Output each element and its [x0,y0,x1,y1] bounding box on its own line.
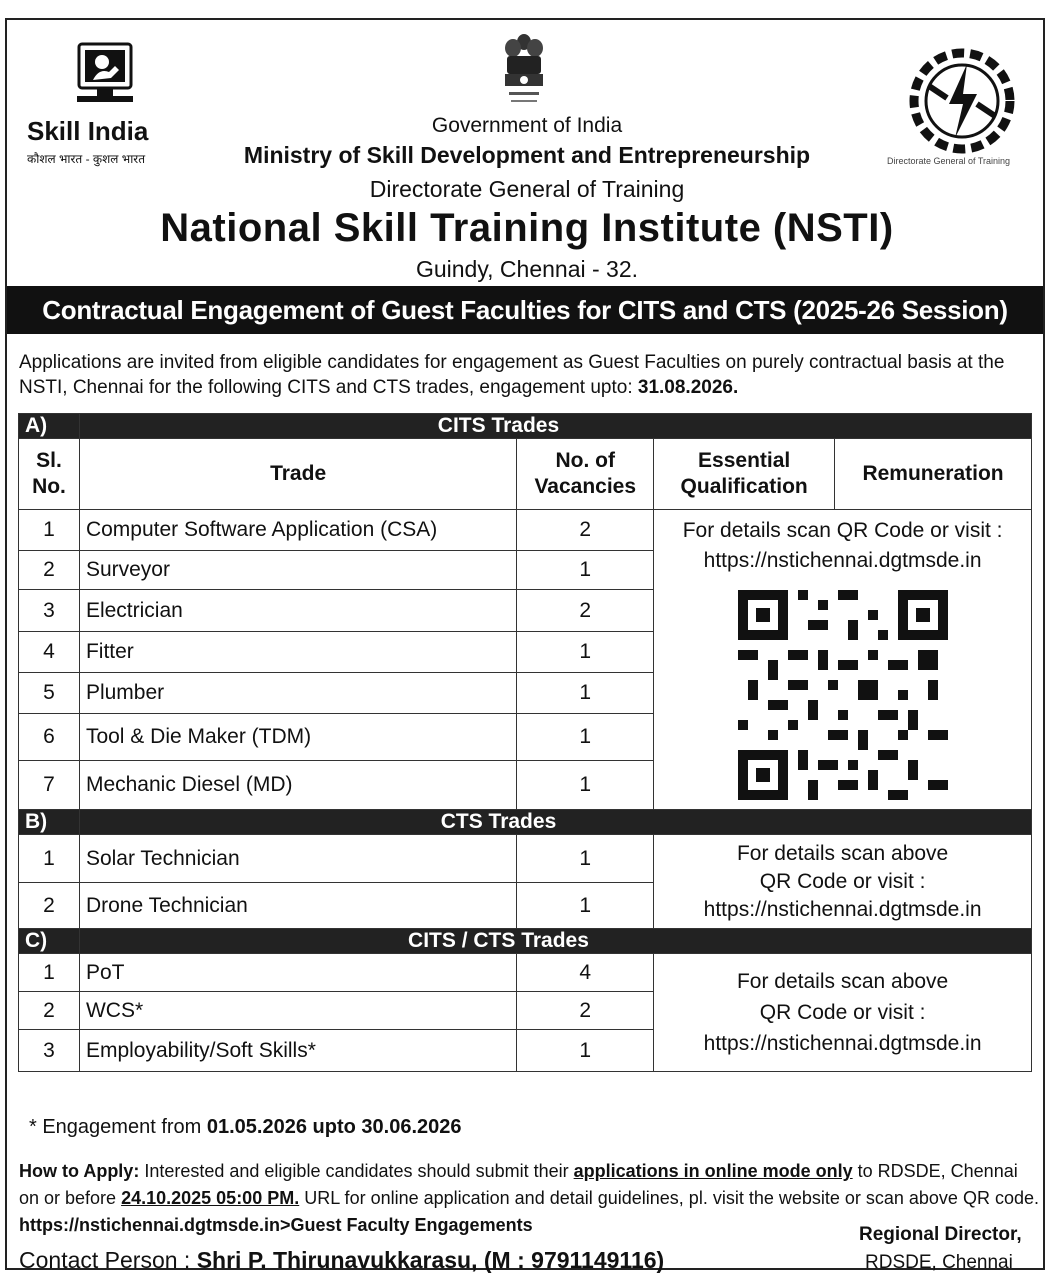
row-trade: Plumber [79,673,516,714]
row-sl: 2 [19,883,80,929]
row-trade: PoT [79,954,516,992]
row-sl: 7 [19,760,80,809]
signatory-office: RDSDE, Chennai [865,1252,1013,1273]
dgt-logo-icon [907,46,1017,156]
row-vacancies: 1 [517,1030,654,1072]
cts-details-cell [654,835,1032,929]
row-vacancies: 1 [517,550,654,589]
ministry-title: Ministry of Skill Development and Entrepreneurship [243,142,811,168]
table-row [19,954,1032,992]
details-text-1: For details scan above [736,841,949,865]
column-header-vacancies: No. of Vacancies [517,439,654,510]
row-trade: Computer Software Application (CSA) [79,510,516,551]
how-to-apply-text-1: Interested and eligible candidates should submit their [139,1161,574,1181]
section-label: A) [19,414,80,439]
notice-banner: Contractual Engagement of Guest Faculties for CITS and CTS (2025-26 Session) [7,286,1043,334]
row-vacancies: 2 [517,589,654,632]
details-text-2: QR Code or visit : [759,869,926,893]
government-title: Government of India [431,114,623,137]
how-to-apply-label: How to Apply: [19,1161,140,1181]
row-vacancies: 2 [517,992,654,1030]
row-vacancies: 4 [517,954,654,992]
row-trade: Drone Technician [79,883,516,929]
column-header-qualification: Essential Qualification [654,439,835,510]
row-sl: 1 [19,954,80,992]
section-header-c [19,929,1032,954]
row-trade: Solar Technician [79,835,516,883]
row-sl: 2 [19,992,80,1030]
directorate-title: Directorate General of Training [369,176,685,202]
engagement-footnote [29,1116,462,1139]
table-row [19,510,1032,551]
footnote-dates: 01.05.2026 upto 30.06.2026 [206,1116,462,1138]
table-header-row [19,439,1032,510]
how-to-apply-text-3: URL for online application and detail guidelines, pl. visit the website or scan above QR code. [299,1188,1039,1208]
row-trade: Tool & Die Maker (TDM) [79,714,516,761]
table-row [19,835,1032,883]
column-header-trade: Trade [79,439,516,510]
skill-india-name: Skill India [27,116,149,146]
row-sl: 3 [19,1030,80,1072]
contact-label: Contact Person : [19,1247,191,1273]
application-deadline: 24.10.2025 05:00 PM. [121,1188,300,1208]
row-trade: Fitter [79,632,516,673]
qr-code-icon [738,590,948,800]
application-url-link[interactable]: https://nstichennai.dgtmsde.in>Guest Faculty Engagements [19,1215,533,1235]
row-vacancies: 1 [517,632,654,673]
row-vacancies: 1 [517,714,654,761]
row-vacancies: 1 [517,883,654,929]
online-mode-note: applications in online mode only [573,1161,853,1181]
section-label: B) [19,810,80,835]
contact-person [19,1247,664,1274]
row-vacancies: 2 [517,510,654,551]
intro-paragraph [19,350,1035,400]
column-header-remuneration: Remuneration [835,439,1032,510]
footnote-prefix: * Engagement from [29,1116,207,1138]
details-url: https://nstichennai.dgtmsde.in [703,1032,982,1055]
details-url: https://nstichennai.dgtmsde.in [703,549,982,572]
advertisement-frame [5,18,1045,1273]
contact-value: Shri P. Thirunavukkarasu, (M : 9791149116) [196,1247,665,1273]
row-vacancies: 1 [517,835,654,883]
row-sl: 1 [19,835,80,883]
row-sl: 5 [19,673,80,714]
section-title: CTS Trades [79,810,1031,835]
row-vacancies: 1 [517,760,654,809]
national-emblem-icon [501,30,547,112]
dgt-logo-caption: Directorate General of Training [887,156,1011,166]
row-sl: 4 [19,632,80,673]
section-title: CITS Trades [79,414,1031,439]
institute-location: Guindy, Chennai - 32. [415,256,639,282]
skill-india-logo-icon [69,42,141,110]
section-header-a [19,414,1032,439]
details-text: For details scan QR Code or visit : [682,519,1003,542]
engagement-end-date: 31.08.2026. [637,377,739,398]
skill-india-tagline: कौशल भारत - कुशल भारत [27,152,146,166]
row-sl: 1 [19,510,80,551]
cits-cts-details-cell [654,954,1032,1072]
vacancy-table [18,413,1032,1072]
row-sl: 3 [19,589,80,632]
row-trade: Electrician [79,589,516,632]
details-text-2: QR Code or visit : [759,1001,926,1024]
row-trade: Mechanic Diesel (MD) [79,760,516,809]
column-header-sl: Sl. No. [19,439,80,510]
row-sl: 2 [19,550,80,589]
row-trade: Surveyor [79,550,516,589]
section-label: C) [19,929,80,954]
row-trade: WCS* [79,992,516,1030]
details-url: https://nstichennai.dgtmsde.in [703,897,982,921]
institute-title: National Skill Training Institute (NSTI) [160,206,894,250]
section-title: CITS / CTS Trades [79,929,1031,954]
how-to-apply-text-2: to RDSDE, Chennai on or before [19,1161,1018,1208]
section-header-b [19,810,1032,835]
signatory-title: Regional Director, [859,1224,1022,1245]
row-sl: 6 [19,714,80,761]
row-vacancies: 1 [517,673,654,714]
details-text-1: For details scan above [736,970,949,993]
row-trade: Employability/Soft Skills* [79,1030,516,1072]
cits-details-cell [654,510,1032,810]
intro-text: Applications are invited from eligible candidates for engagement as Guest Faculties on purely contractual basis at the NSTI, Chennai for the following CITS and CTS trades, engagement upto: [19,352,1005,398]
